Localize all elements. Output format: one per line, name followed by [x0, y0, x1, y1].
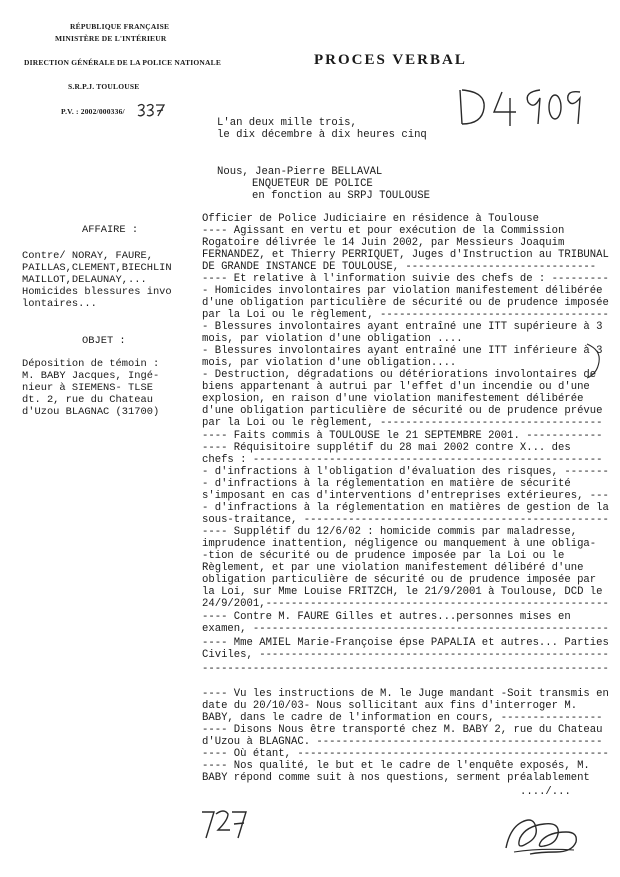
body-line: ---- Disons Nous être transporté chez M. BABY 2, rue du Chateau	[202, 724, 603, 736]
affaire-line: lontaires...	[22, 298, 97, 310]
body-line: ---- Réquisitoire supplétif du 28 mai 2002 contre X... des	[202, 442, 571, 454]
body-line: explosion, en raison d'une violation manifestement délibérée	[202, 393, 584, 405]
body-line: ---- Supplétif du 12/6/02 : homicide commis par maladresse,	[202, 526, 578, 538]
body-line: - Destruction, dégradations ou détériorations involontaires de	[202, 369, 597, 381]
pv-handwritten-suffix	[136, 102, 166, 118]
body-line: d'une obligation particulière de sécurité ou de prudence imposée	[202, 297, 609, 309]
date-line-1: L'an deux mille trois,	[217, 117, 357, 129]
body-line: ---- Où étant, -------------------------------------------------	[202, 748, 609, 760]
body-line: date du 20/10/03- Nous sollicitant aux fins d'interroger M.	[202, 700, 578, 712]
officer-rank: ENQUETEUR DE POLICE	[252, 178, 373, 190]
body-line: ---- Et relative à l'information suivie des chefs de : ---------	[202, 273, 609, 285]
body-line: chefs : -------------------------------------------------------	[202, 454, 603, 466]
body-line: BABY, dans le cadre de l'information en cours, ----------------	[202, 712, 603, 724]
ministry-label: MINISTÈRE DE L'INTÉRIEUR	[55, 34, 167, 43]
body-line: Civiles, -------------------------------------------------------	[202, 649, 609, 661]
objet-line: Déposition de témoin :	[22, 358, 160, 370]
body-line: examen, --------------------------------------------------------	[202, 623, 609, 635]
body-line: - d'infractions à l'obligation d'évaluation des risques, -------	[202, 466, 609, 478]
body-line: par la Loi ou le règlement, -----------------------------------	[202, 417, 603, 429]
body-line: Règlement, et par une violation manifestement délibéré d'une	[202, 562, 584, 574]
objet-line: M. BABY Jacques, Ingé-	[22, 370, 160, 382]
body-line: BABY répond comme suit à nos questions, serment préalablement	[202, 772, 590, 784]
affaire-line: Homicides blessures invo	[22, 286, 172, 298]
margin-bracket-mark	[583, 342, 607, 382]
continuation-mark: ..../...	[520, 786, 571, 798]
body-line: - Homicides involontaires par violation manifestement délibérée	[202, 285, 603, 297]
body-line: DE GRANDE INSTANCE DE TOULOUSE, ------------------------------	[202, 261, 597, 273]
affaire-heading: AFFAIRE :	[82, 224, 139, 236]
body-line: - d'infractions à la réglementation en matière de sécurité	[202, 478, 571, 490]
officer-posting: en fonction au SRPJ TOULOUSE	[252, 190, 431, 202]
body-line: FERNANDEZ, et Thierry PERRIQUET, Juges d'Instruction au TRIBUNAL	[202, 249, 609, 261]
direction-label: DIRECTION GÉNÉRALE DE LA POLICE NATIONALE	[24, 58, 222, 67]
service-label: S.R.P.J. TOULOUSE	[68, 82, 140, 91]
date-line-2: le dix décembre à dix heures cinq	[217, 129, 427, 141]
pv-number: P.V. : 2002/000336/	[61, 107, 125, 116]
body-line: 24/9/2001,------------------------------------------------------	[202, 598, 609, 610]
body-line: par la Loi ou le règlement, ------------------------------------	[202, 309, 609, 321]
affaire-line: Contre/ NORAY, FAURE,	[22, 250, 153, 262]
affaire-line: PAILLAS,CLEMENT,BIECHLIN	[22, 262, 172, 274]
body-line: - Blessures involontaires ayant entraîné une ITT inférieure à 3	[202, 345, 603, 357]
body-line: mois, par violation d'une obligation ....	[202, 333, 463, 345]
body-line: Rogatoire délivrée le 14 Juin 2002, par Messieurs Joaquim	[202, 237, 565, 249]
body-line: imprudence inattention, négligence ou manquement à une obliga-	[202, 538, 597, 550]
body-line: ---- Vu les instructions de M. le Juge mandant -Soit transmis en	[202, 688, 609, 700]
officer-intro: Nous, Jean-Pierre BELLAVAL	[217, 166, 383, 178]
republic-label: RÉPUBLIQUE FRANÇAISE	[70, 22, 170, 31]
body-line: la Loi, sur Mme Louise FRITZCH, le 21/9/2001 à Toulouse, DCD le	[202, 586, 603, 598]
objet-line: d'Uzou BLAGNAC (31700)	[22, 406, 160, 418]
body-line: sous-traitance, ------------------------------------------------	[202, 514, 609, 526]
body-line: s'imposant en cas d'interventions d'entreprises extérieures, ---	[202, 490, 609, 502]
body-line: d'Uzou à BLAGNAC. ---------------------------------------------	[202, 736, 603, 748]
body-line: mois, par violation d'une obligation....	[202, 357, 457, 369]
body-line: d'une obligation particulière de sécurité ou de prudence prévue	[202, 405, 603, 417]
body-line: ---- Nos qualité, le but et le cadre de l'enquête exposés, M.	[202, 760, 590, 772]
handwritten-reference-d4409	[452, 80, 592, 130]
body-line: Officier de Police Judiciaire en résidence à Toulouse	[202, 213, 539, 225]
body-line: -tion de sécurité ou de prudence imposée par la Loi ou le	[202, 550, 565, 562]
document-title: PROCES VERBAL	[314, 52, 467, 68]
body-line: ---- Agissant en vertu et pour exécution de la Commission	[202, 225, 565, 237]
officer-signature	[500, 808, 584, 860]
objet-line: dt. 2, rue du Chateau	[22, 394, 153, 406]
body-line: - d'infractions à la réglementation en matières de gestion de la	[202, 502, 609, 514]
body-line: ----------------------------------------------------------------	[202, 663, 609, 675]
affaire-line: MAILLOT,DELAUNAY,...	[22, 274, 147, 286]
body-line: ---- Faits commis à TOULOUSE le 21 SEPTEMBRE 2001. ------------	[202, 430, 603, 442]
body-line: biens appartenant à autrui par l'effet d'un incendie ou d'une	[202, 381, 590, 393]
body-line: obligation particulière de sécurité ou de prudence imposée par	[202, 574, 597, 586]
body-line: ---- Mme AMIEL Marie-Françoise épse PAPALIA et autres... Parties	[202, 637, 609, 649]
body-line: ---- Contre M. FAURE Gilles et autres...personnes mises en	[202, 611, 571, 623]
objet-line: nieur à SIEMENS- TLSE	[22, 382, 153, 394]
handwritten-margin-note	[200, 806, 252, 842]
objet-heading: OBJET :	[82, 335, 126, 347]
body-line: - Blessures involontaires ayant entraîné une ITT supérieure à 3	[202, 321, 603, 333]
